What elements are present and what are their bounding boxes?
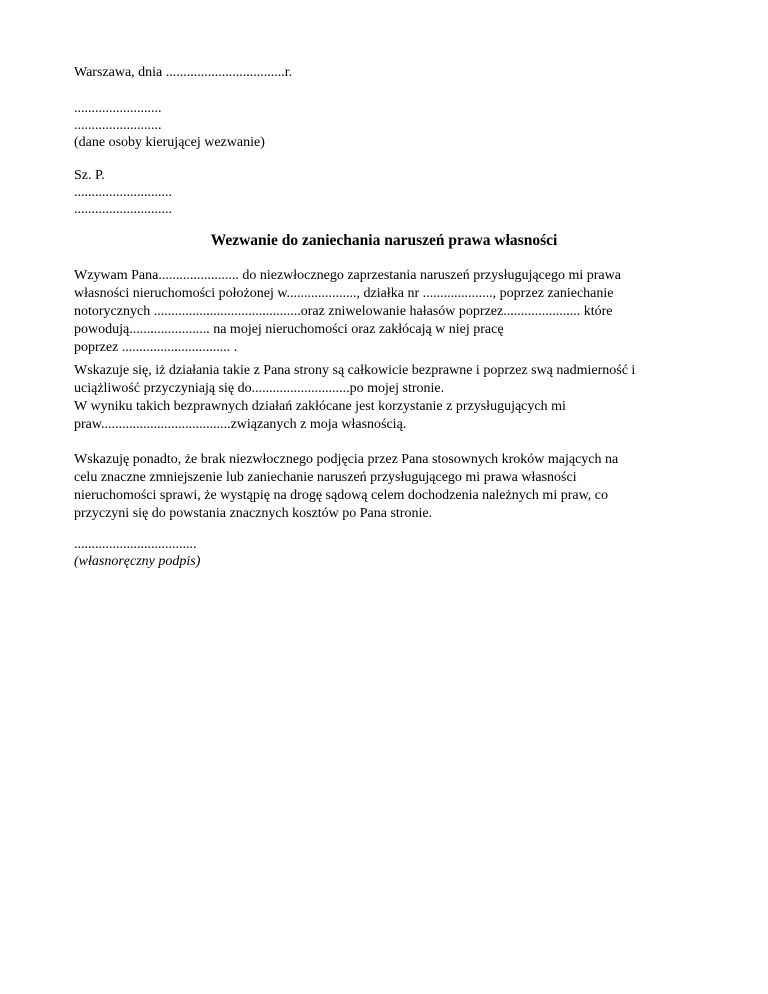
- paragraph-demand: [74, 267, 714, 357]
- recipient-line-1: ............................: [74, 185, 172, 200]
- paragraph-warning: [74, 451, 714, 523]
- paragraph-line: notorycznych ..........................................oraz zniwelowanie hałasów poprzez...................... które: [74, 304, 613, 319]
- signature-line: ...................................: [74, 537, 197, 552]
- paragraph-unlawfulness: [74, 362, 714, 434]
- paragraph-line: Wskazuję ponadto, że brak niezwłocznego podjęcia przez Pana stosownych kroków mających na: [74, 452, 619, 467]
- sender-line-2: .........................: [74, 118, 162, 133]
- paragraph-line: W wyniku takich bezprawnych działań zakłócane jest korzystanie z przysługujących mi: [74, 399, 566, 414]
- sender-caption: (dane osoby kierującej wezwanie): [74, 135, 265, 150]
- paragraph-line: własności nieruchomości położonej w...................., działka nr ...................., poprzez zaniechanie: [74, 286, 614, 301]
- paragraph-line: Wskazuje się, iż działania takie z Pana strony są całkowicie bezprawne i poprzez swą nadmierność i: [74, 363, 636, 378]
- paragraph-line: poprzez ............................... .: [74, 340, 238, 355]
- paragraph-line: nieruchomości sprawi, że wystąpię na drogę sądową celem dochodzenia należnych mi praw, co: [74, 488, 608, 503]
- place-date-line: Warszawa, dnia ..................................r.: [74, 65, 293, 80]
- paragraph-line: praw.....................................związanych z moja własnością.: [74, 417, 407, 432]
- paragraph-line: celu znaczne zmniejszenie lub zaniechanie naruszeń przysługującego mi prawa własności: [74, 470, 577, 485]
- document-title: Wezwanie do zaniechania naruszeń prawa własności: [210, 232, 558, 249]
- sender-line-1: .........................: [74, 101, 162, 116]
- signature-caption: (własnoręczny podpis): [74, 554, 201, 569]
- recipient-line-2: ............................: [74, 202, 172, 217]
- paragraph-line: powodują....................... na mojej nieruchomości oraz zakłócają w niej pracę: [74, 322, 504, 337]
- paragraph-line: przyczyni się do powstania znacznych kosztów po Pana stronie.: [74, 506, 433, 521]
- paragraph-line: uciążliwość przyczyniają się do............................po mojej stronie.: [74, 381, 445, 396]
- paragraph-line: Wzywam Pana....................... do niezwłocznego zaprzestania naruszeń przysługującego mi prawa: [74, 268, 621, 283]
- recipient-salutation: Sz. P.: [74, 168, 105, 183]
